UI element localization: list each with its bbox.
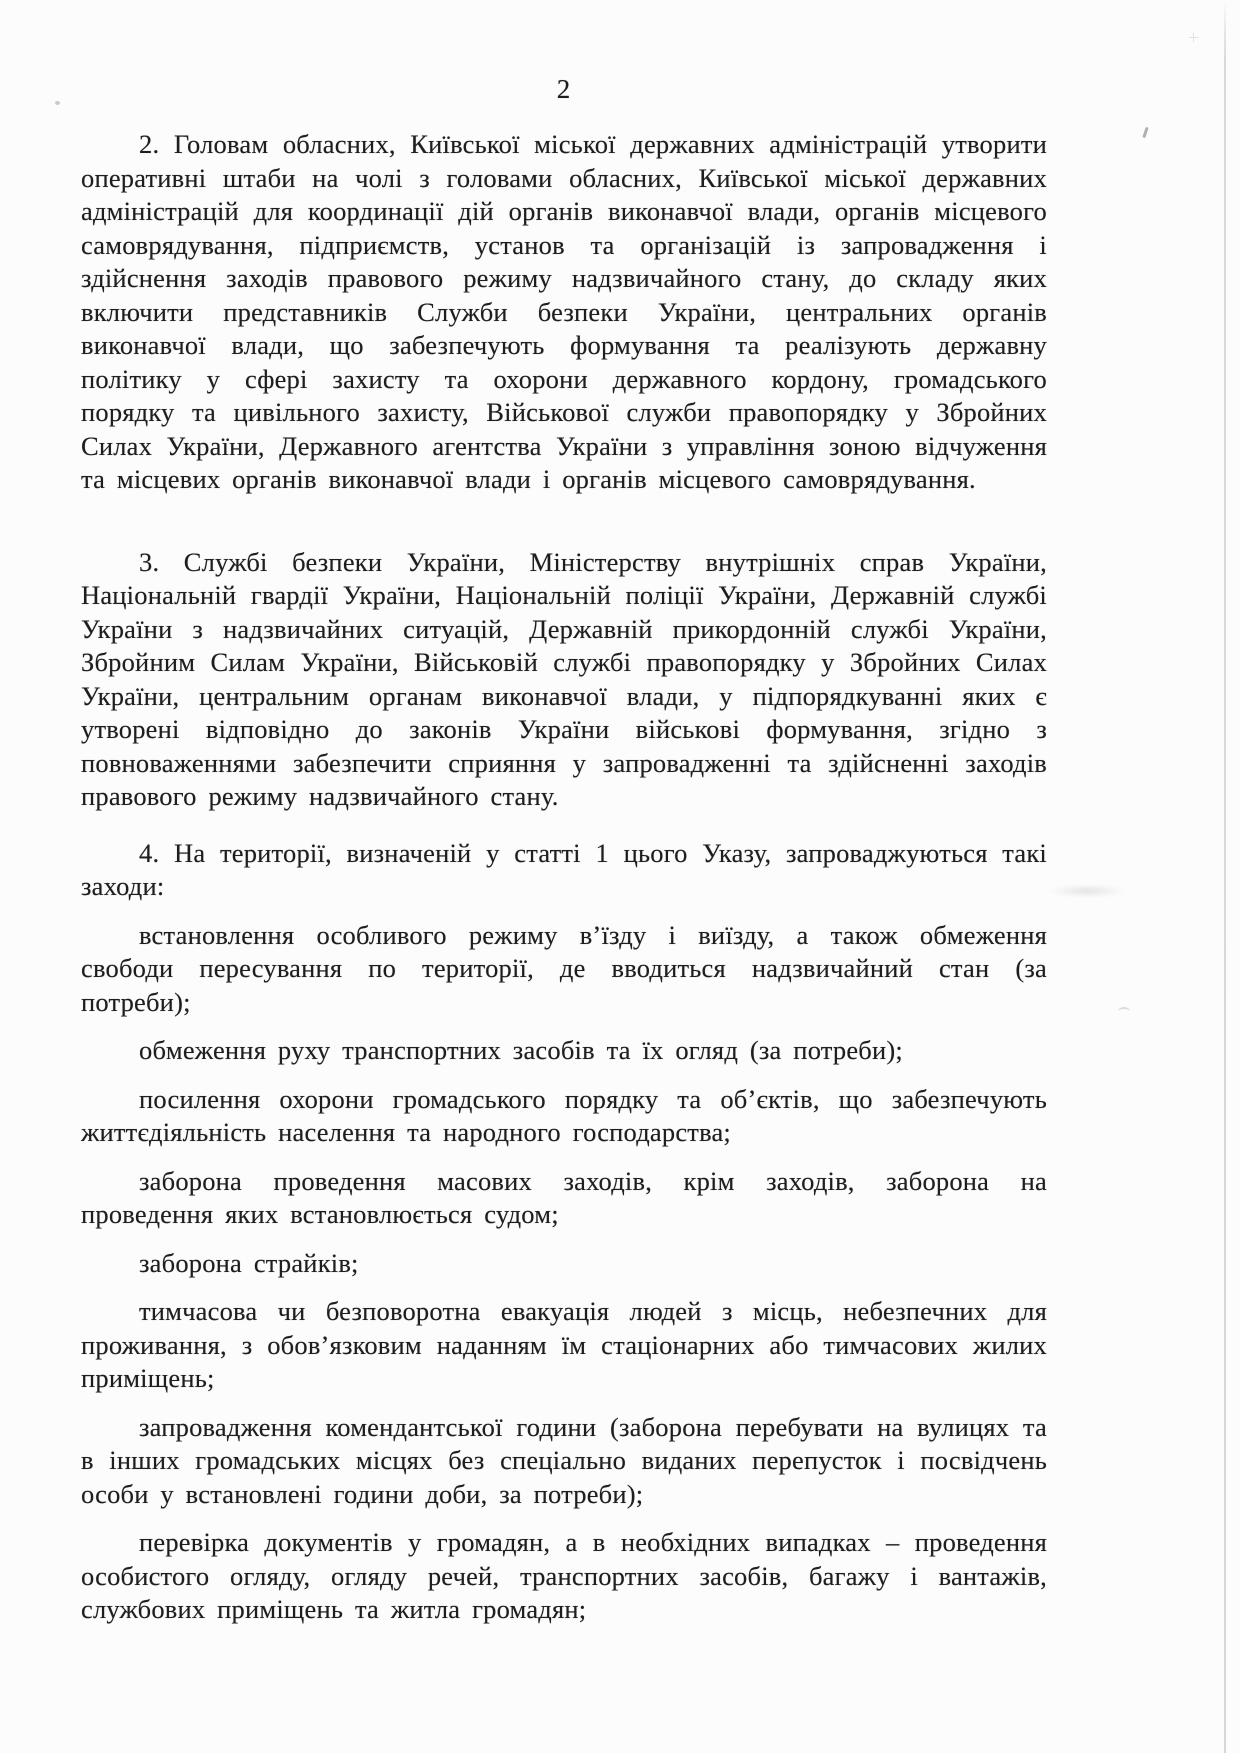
measure-paragraph-entry-exit-regime: встановлення особливого режиму в’їзду і виїзду, а також обмеження свободи пересування по території, де вводиться надзвичайний стан (за потреби); <box>81 919 1047 1017</box>
measure-paragraph-evacuation: тимчасова чи безповоротна евакуація людей з місць, небезпечних для проживання, з обов’язковим наданням їм стаціонарних або тимчасових жилих приміщень; <box>81 1296 1047 1393</box>
decree-section-3-paragraph: 3. Службі безпеки України, Міністерству внутрішніх справ України, Національній гвардії України, Національній поліції України, Державній службі України з надзвичайних ситуацій, Державній прикордонній службі України, Збройним Силам України, Військовій службі правопорядку у Збройних Силах України, центральним органам виконавчої влади, у підпорядкуванні яких є утворені відповідно до законів України військові формування, згідно з повноваженнями забезпечити сприяння у запровадженні та здійсненні заходів правового режиму надзвичайного стану. <box>81 546 1047 811</box>
measure-paragraph-strikes-ban: заборона страйків; <box>139 1247 359 1278</box>
scan-speck <box>1118 1007 1130 1016</box>
decree-section-2-paragraph: 2. Головам обласних, Київської міської державних адміністрацій утворити оперативні штаби на чолі з головами обласних, Київської міської державних адміністрацій для координації дій органів виконавчої влади, органів місцевого самоврядування, підприємств, установ та організацій із запровадження і здійснення заходів правового режиму надзвичайного стану, до складу яких включити представників Служби безпеки України, центральних органів виконавчої влади, що забезпечують формування та реалізують державну політику у сфері захисту та охорони державного кордону, громадського порядку та цивільного захисту, Військової служби правопорядку у Збройних Силах України, Державного агентства України з управління зоною відчуження та місцевих органів виконавчої влади і органів місцевого самоврядування. <box>81 129 1047 494</box>
scan-speck <box>1189 33 1198 42</box>
measure-paragraph-curfew: запровадження комендантської години (заборона перебувати на вулицях та в інших громадських місцях без спеціально виданих перепусток і посвідчень особи у встановлені години доби, за потреби); <box>81 1411 1047 1509</box>
measure-paragraph-transport-restriction: обмеження руху транспортних засобів та їх огляд (за потреби); <box>139 1035 903 1065</box>
document-body <box>81 0 1047 1642</box>
scan-smudge <box>1048 884 1126 898</box>
measure-paragraph-mass-events-ban: заборона проведення масових заходів, крім заходів, заборона на проведення яких встановлюється судом; <box>81 1165 1047 1229</box>
scan-edge-line-artifact <box>1224 0 1226 1753</box>
decree-section-4-intro-paragraph: 4. На території, визначеній у статті 1 цього Указу, запроваджуються такі заходи: <box>81 837 1047 901</box>
measure-paragraph-document-checks: перевірка документів у громадян, а в необхідних випадках – проведення особистого огляду, огляду речей, транспортних засобів, багажу і вантажів, службових приміщень та житла громадян; <box>81 1527 1047 1624</box>
page-number: 2 <box>556 74 572 104</box>
scan-speck <box>55 101 60 105</box>
measure-paragraph-public-order-protection: посилення охорони громадського порядку та об’єктів, що забезпечують життєдіяльність населення та народного господарства; <box>81 1083 1047 1147</box>
scan-speck <box>1142 127 1148 138</box>
